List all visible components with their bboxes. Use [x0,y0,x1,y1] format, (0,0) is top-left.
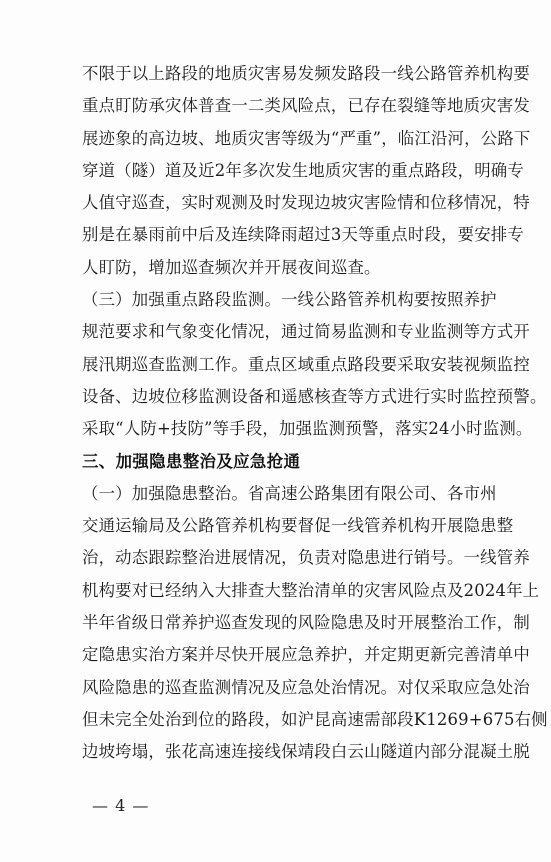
text-line: （三）加强重点路段监测。一线公路管养机构要按照养护 [82,290,497,310]
text-line: （一）加强隐患整治。省高速公路集团有限公司、各市州 [82,483,497,503]
text-line: 别是在暴雨前中后及连续降雨超过3天等重点时段，要安排专 [82,225,524,245]
text-line: 展迹象的高边坡、地质灾害等级为“严重”，临江沿河，公路下 [82,128,531,148]
text-line: 人盯防，增加巡查频次并开展夜间巡查。 [82,257,381,277]
text-line: 边坡垮塌，张花高速连接线保靖段白云山隧道内部分混凝土脱 [82,742,530,762]
paragraph-hazard-remediation [82,478,548,769]
text-line: 规范要求和气象变化情况，通过简易监测和专业监测等方式开 [82,322,530,342]
section-heading: 三、加强隐患整治及应急抢通 [82,451,301,471]
text-line: 设备、边坡位移监测设备和遥感核查等方式进行实时监控预警。 [82,386,547,406]
text-line: 定隐患实治方案并尽快开展应急养护，并定期更新完善清单中 [82,645,530,665]
text-line: 治，动态跟踪整治进展情况，负责对隐患进行销号。一线管养 [82,548,530,568]
text-line: 不限于以上路段的地质灾害易发频发路段一线公路管养机构要 [82,64,530,83]
text-line: 人值守巡查，实时观测及时发现边坡灾害险情和位移情况，特 [82,193,530,213]
text-line: 机构要对已经纳入大排查大整治清单的灾害风险点及2024年上 [82,580,540,600]
text-line: 采取“人防+技防”等手段，加强监测预警，落实24小时监测。 [82,419,533,439]
text-line: 但未完全处治到位的路段，如沪昆高速需部段K1269+675右侧 [82,709,548,729]
text-line: 半年省级日常养护巡查发现的风险隐患及时开展整治工作，制 [82,613,530,633]
page-number: — 4 — [92,796,150,815]
text-line: 展汛期巡查监测工作。重点区域重点路段要采取安装视频监控 [82,354,530,374]
text-line: 交通运输局及公路管养机构要督促一线管养机构开展隐患整 [82,516,514,536]
text-line: 重点盯防承灾体普查一二类风险点，已存在裂缝等地质灾害发 [82,96,530,116]
text-line: 风险隐患的巡查监测情况及应急处治情况。对仅采取应急处治 [82,677,530,697]
text-line: 穿道（隧）道及近2年多次发生地质灾害的重点路段，明确专 [82,160,524,180]
paragraph-key-section-monitoring [82,284,547,445]
paragraph-geohazard-monitoring [82,58,531,284]
document-body [82,58,548,769]
